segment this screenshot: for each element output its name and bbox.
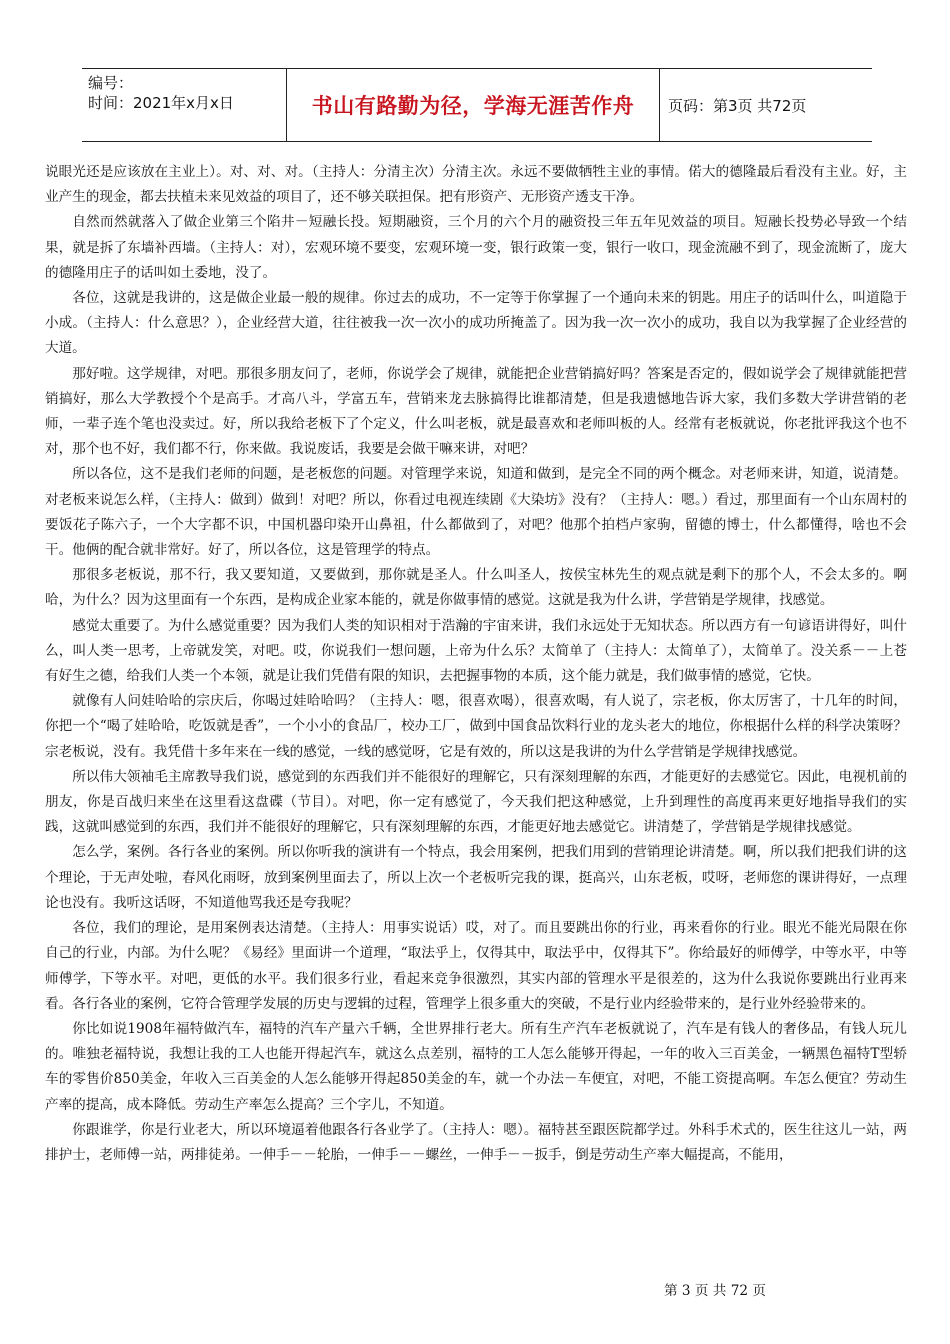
motto: 书山有路勤为径，学海无涯苦作舟 <box>311 94 635 118</box>
paragraph: 感觉太重要了。为什么感觉重要？因为我们人类的知识相对于浩瀚的宇宙来讲，我们永远处于无知状态。所以西方有一句谚语讲得好，叫什么，叫人类一思考，上帝就发笑，对吧。哎，你说我们一想问题，上帝为什么乐？太简单了（主持人：太简单了），太简单了。没关系－－上苍有好生之德，给我们人类一个本领，就是让我们凭借有限的知识，去把握事物的本质，这个能力就是，我们做事情的感觉，它快。 <box>45 617 907 685</box>
header-meta <box>82 69 287 141</box>
paragraph: 那好啦。这学规律，对吧。那很多朋友问了，老师，你说学会了规律，就能把企业营销搞好吗？答案是否定的，假如说学会了规律就能把营销搞好，那么大学教授个个是高手。才高八斗，学富五车，营销来龙去脉搞得比谁都清楚，但是我遗憾地告诉大家，我们多数大学讲营销的老师，一辈子连个笔也没卖过。好，所以我给老板下了个定义，什么叫老板，就是最喜欢和老师叫板的人。经常有老板就说，你老批评我这个也不对，那个也不好，我们都不行，你来做。我说废话，我要是会做干嘛来讲，对吧？ <box>45 365 907 458</box>
paragraph: 各位，我们的理论，是用案例表达清楚。（主持人：用事实说话）哎，对了。而且要跳出你的行业，再来看你的行业。眼光不能光局限在你自己的行业，内部。为什么呢？《易经》里面讲一个道理，“取法乎上，仅得其中，取法乎中，仅得其下”。你给最好的师傅学，中等水平，中等师傅学，下等水平。对吧，更低的水平。我们很多行业，看起来竞争很激烈，其实内部的管理水平是很差的，这为什么我说你要跳出行业再来看。各行各业的案例，它符合管理学发展的历史与逻辑的过程，管理学上很多重大的突破，不是行业内经验带来的，是行业外经验带来的。 <box>45 920 907 1012</box>
header-page-cell <box>660 69 872 141</box>
page-header <box>82 68 872 142</box>
paragraph: 怎么学，案例。各行各业的案例。所以你听我的演讲有一个特点，我会用案例，把我们用到的营销理论讲清楚。啊，所以我们把我们讲的这个理论，于无声处啦，春风化雨呀，放到案例里面去了，所以上次一个老板听完我的课，挺高兴，山东老板，哎呀，老师您的课讲得好，一点理论也没有。我听这话呀，不知道他骂我还是夸我呢？ <box>45 844 907 911</box>
paragraph: 那很多老板说，那不行，我又要知道，又要做到，那你就是圣人。什么叫圣人，按侯宝林先生的观点就是剩下的那个人，不会太多的。啊哈，为什么？因为这里面有一个东西，是构成企业家本能的，就是你做事情的感觉。这就是我为什么讲，学营销是学规律，找感觉。 <box>45 567 907 609</box>
document-body <box>45 160 907 1168</box>
paragraph: 自然而然就落入了做企业第三个陷井－短融长投。短期融资，三个月的六个月的融资投三年五年见效益的项目。短融长投势必导致一个结果，就是拆了东墙补西墙。（主持人：对），宏观环境不要变，宏观环境一变，银行政策一变，银行一收口，现金流融不到了，现金流断了，庞大的德隆用庄子的话叫如土委地，没了。 <box>45 214 907 281</box>
paragraph: 各位，这就是我讲的，这是做企业最一般的规律。你过去的成功，不一定等于你掌握了一个通向未来的钥匙。用庄子的话叫什么，叫道隐于小成。（主持人：什么意思？），企业经营大道，往往被我一次一次小的成功所掩盖了。因为我一次一次小的成功，我自以为我掌握了企业经营的大道。 <box>45 290 907 357</box>
paragraph: 就像有人问娃哈哈的宗庆后，你喝过娃哈哈吗？（主持人：嗯，很喜欢喝），很喜欢喝，有人说了，宗老板，你太厉害了，十几年的时间，你把一个“喝了娃哈哈，吃饭就是香”，一个小小的食品厂，校办工厂，做到中国食品饮料行业的龙头老大的地位，你根据什么样的科学决策呀？宗老板说，没有。我凭借十多年来在一线的感觉，一线的感觉呀，它是有效的，所以这是我讲的为什么学营销是学规律找感觉。 <box>45 693 907 760</box>
header-motto-cell <box>287 69 660 141</box>
paragraph: 说眼光还是应该放在主业上）。对、对、对。（主持人：分清主次）分清主次。永远不要做牺牲主业的事情。偌大的德隆最后看没有主业。好，主业产生的现金，都去扶植未来见效益的项目了，还不够关联担保。把有形资产、无形资产透支干净。 <box>45 164 907 206</box>
page-footer: 第 3 页 共 72 页 <box>664 1283 766 1299</box>
paragraph: 所以各位，这不是我们老师的问题，是老板您的问题。对管理学来说，知道和做到，是完全不同的两个概念。对老师来讲，知道，说清楚。对老板来说怎么样，（主持人：做到）做到！对吧？所以，你看过电视连续剧《大染坊》没有？（主持人：嗯。）看过，那里面有一个山东周村的要饭花子陈六子，一个大字都不识，中国机器印染开山鼻祖，什么都做到了，对吧？他那个拍档卢家驹，留德的博士，什么都懂得，啥也不会干。他俩的配合就非常好。好了，所以各位，这是管理学的特点。 <box>45 466 907 559</box>
document-date: 时间：2021年x月x日 <box>88 94 234 112</box>
page-indicator: 页码：第3页 共72页 <box>668 96 807 115</box>
paragraph: 你比如说1908年福特做汽车，福特的汽车产量六千辆，全世界排行老大。所有生产汽车老板就说了，汽车是有钱人的奢侈品，有钱人玩儿的。唯独老福特说，我想让我的工人也能开得起汽车，就这么点差别，福特的工人怎么能够开得起，一年的收入三百美金，一辆黑色福特T型轿车的零售价850美金，年收入三百美金的人怎么能够开得起850美金的车，就一个办法－车便宜，对吧，不能工资提高啊。车怎么便宜？劳动生产率的提高，成本降低。劳动生产率怎么提高？三个字儿，不知道。 <box>45 1020 907 1113</box>
paragraph: 你跟谁学，你是行业老大，所以环境逼着他跟各行各业学了。（主持人：嗯）。福特甚至跟医院都学过。外科手术式的，医生往这儿一站，两排护士，老师傅一站，两排徒弟。一伸手－－轮胎，一伸手－－螺丝，一伸手－－扳手，倒是劳动生产率大幅提高，不能用， <box>45 1121 907 1163</box>
paragraph: 所以伟大领袖毛主席教导我们说，感觉到的东西我们并不能很好的理解它，只有深刻理解的东西，才能更好的去感觉它。因此，电视机前的朋友，你是百战归来坐在这里看这盘碟（节目）。对吧，你一定有感觉了，今天我们把这种感觉，上升到理性的高度再来更好地指导我们的实践，这就叫感觉到的东西，我们并不能很好的理解它，只有深刻理解的东西，才能更好地去感觉它。讲清楚了，学营销是学规律找感觉。 <box>45 768 907 836</box>
document-number: 编号： <box>88 74 134 92</box>
